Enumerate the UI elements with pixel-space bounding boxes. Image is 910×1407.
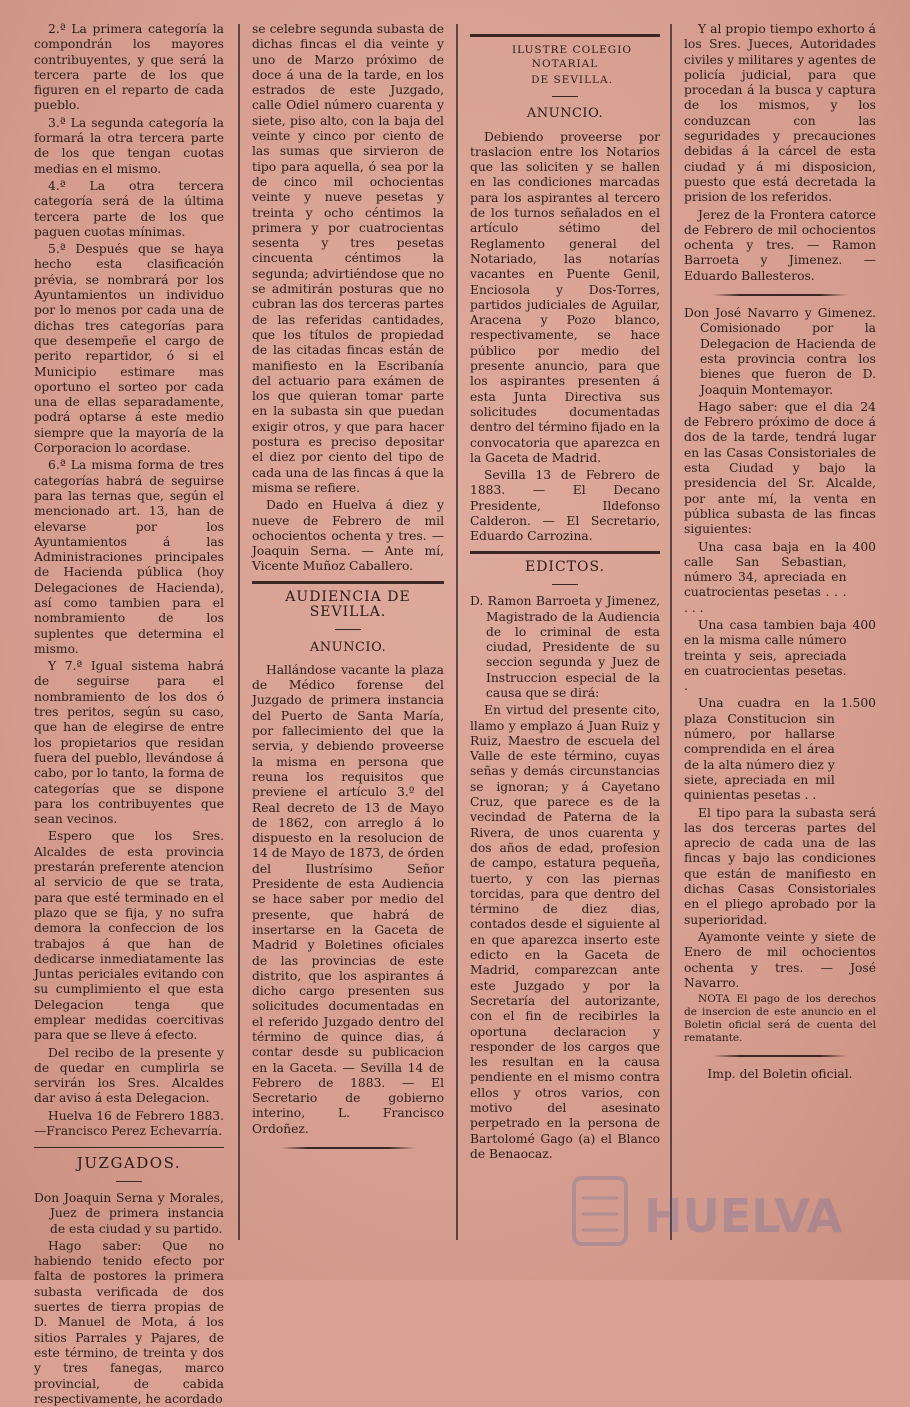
imprenta: Imp. del Boletin oficial. — [707, 1067, 853, 1082]
column-rule — [670, 24, 672, 1240]
navarro-header: Don José Navarro y Gimenez. Comisionado por la Delegacion de Hacienda de esta provincia contra los bienes que fueron de D. Joaquin Montemayor. — [684, 306, 876, 397]
watermark-text: HUELVA — [644, 1189, 843, 1243]
finca-item — [684, 696, 876, 805]
column-2 — [252, 22, 444, 1250]
column-rule — [456, 24, 458, 1240]
anuncio-title: ANUNCIO. — [526, 106, 604, 122]
juzgados-text: Hago saber: Que no habiendo tenido efecto por falta de postores la primera subasta verificada de dos suertes de tierra propias de D. Manuel de Mota, á los sitios Parrales y Pajares, de este término, de treinta y dos y tres fanegas, marco provincial, de cabida respectivamente, he acordado — [34, 1238, 224, 1406]
paragraph: Espero que los Sres. Alcaldes de esta provincia prestarán preferente atencion al servicio de que se trata, para que esté terminado en el plazo que se fija, y no sufra demora la confeccion de los trabajos á que han de dedicarse inmediatamente las Juntas periciales evitando con su cumplimiento el que esta Delegacion tenga que emplear medidas coercitivas para que se lleve á efecto. — [34, 829, 224, 1043]
divider — [252, 581, 444, 584]
ayamonte-signature: Ayamonte veinte y siete de Enero de mil ochocientos ochenta y tres. — José Navarro. — [684, 929, 876, 990]
paragraph: 2.ª La primera categoría la compondrán los mayores contribuyentes, y que será la tercera parte de los que figuren en el reparto de cada pueblo. — [34, 22, 224, 113]
exhorto-signature: Jerez de la Frontera catorce de Febrero de mil ochocientos ochenta y tres. — Ramon Barroeta y Jimenez. — Eduardo Ballesteros. — [684, 207, 876, 283]
divider — [470, 551, 660, 554]
exhorto-text: Y al propio tiempo exhorto á los Sres. Jueces, Autoridades civiles y militares y agentes de policía judicial, para que procedan á la busca y captura de los mismos, y los conduzcan con las seguridades y precauciones debidas á la cárcel de esta ciudad y á mi disposicion, puesto que está decretada la prision de los referidos. — [684, 22, 876, 205]
paragraph: 3.ª La segunda categoría la formará la otra tercera parte de los que tengan cuotas medias en el mismo. — [34, 115, 224, 176]
paragraph: Del recibo de la presente y de quedar en cumplirla se servirán los Sres. Alcaldes dar aviso á esta Delegacion. — [34, 1045, 224, 1106]
section-title-edictos: EDICTOS. — [524, 558, 606, 575]
anuncio-signature: Sevilla 13 de Febrero de 1883. — El Decano Presidente, Ildefonso Calderon. — El Secretario, Eduardo Carrozina. — [470, 468, 660, 544]
paragraph: Y 7.ª Igual sistema habrá de seguirse para el nombramiento de los dos ó tres peritos, según su caso, que han de elegirse de entre los propietarios que residan fuera del pueblo, llevándose á cabo, por lo tanto, la forma de categorías que se dispone para los contribuyentes que sean vecinos. — [34, 659, 224, 827]
divider — [470, 34, 660, 37]
finca-item — [684, 618, 876, 696]
anuncio-title: ANUNCIO. — [309, 639, 387, 655]
paragraph: 4.ª La otra tercera categoría será de la última tercera parte de los que paguen cuotas mínimas. — [34, 178, 224, 239]
nota: NOTA El pago de los derechos de insercion de este anuncio en el Boletin oficial será de cuenta del rematante. — [684, 993, 876, 1045]
divider — [281, 1147, 415, 1149]
finca-description: Una casa baja en la calle San Sebastian, número 34, apreciada en cuatrocientas pesetas . . . . . . — [684, 539, 847, 615]
finca-description: Una casa tambien baja en la misma calle número treinta y seis, apreciada en cuatrocientas pesetas. . — [684, 617, 847, 694]
tipo-text: El tipo para la subasta será las dos terceras partes del aprecio de cada una de las fincas y bajo las condiciones que están de manifiesto en dichas Casas Consistoriales en el pliego aprobado por la superioridad. — [684, 805, 876, 927]
finca-description: Una cuadra en la plaza Constitucion sin número, por hallarse comprendida en el área de la alta número diez y siete, apreciada en mil quinientas pesetas . . — [684, 696, 835, 803]
audiencia-text: Hallándose vacante la plaza de Médico forense del Juzgado de primera instancia del Puerto de Santa María, por fallecimiento del que la servia, y debiendo proveerse la misma en persona que reuna los requisitos que previene el artículo 3.º del Real decreto de 13 de Mayo de 1862, con arreglo á lo dispuesto en la resolucion de 14 de Mayo de 1873, de órden del Ilustrísimo Señor Presidente de esta Audiencia se hace saber por medio del presente, que habrá de insertarse en la Gaceta de Madrid y Boletines oficiales de las provincias de este distrito, que los aspirantes á dicho cargo presenten sus solicitudes documentadas en el referido Juzgado dentro del término de quince dias, á contar desde su publicacion en la Gaceta. — Sevilla 14 de Febrero de 1883. — El Secretario de gobierno interino, L. Francisco Ordoñez. — [252, 662, 444, 1136]
colegio-subtitle: DE SEVILLA. — [531, 74, 613, 86]
signature: Huelva 16 de Febrero 1883. —Francisco Perez Echevarría. — [34, 1108, 224, 1139]
divider — [713, 1055, 847, 1057]
column-3 — [470, 22, 660, 1250]
edicto-header: D. Ramon Barroeta y Jimenez, Magistrado de la Audiencia de lo criminal de esta ciudad, Presidente de su seccion segunda y Juez de Instruccion especial de la causa que se dirá: — [470, 594, 660, 700]
finca-amount: 400 — [852, 539, 876, 554]
column-4 — [684, 22, 876, 1250]
finca-amount: 400 — [852, 617, 876, 632]
ornament — [252, 622, 444, 637]
navarro-text: Hago saber: que el dia 24 de Febrero próximo de doce á dos de la tarde, tendrá lugar en las Casas Consistoriales de esta Ciudad y bajo la presidencia del Sr. Alcalde, por ante mí, la venta en pública subasta de las fincas siguientes: — [684, 399, 876, 537]
juzgados-header: Don Joaquin Serna y Morales, Juez de primera instancia de esta ciudad y su partido. — [34, 1190, 224, 1236]
section-title-audiencia: AUDIENCIA DE SEVILLA. — [285, 588, 411, 620]
finca-amount: 1.500 — [840, 696, 876, 711]
paragraph: 5.ª Después que se haya hecho esta clasificación prévia, se nombrará por los Ayuntamientos un individuo por lo menos por cada una de dichas tres categorías para que desempeñe el cargo de perito repartidor, ó si el Municipio estimare mas oportuno el sorteo por cada una de ellas separadamente, podrá optarse á este medio siempre que la mayoría de la Corporacion lo acordase. — [34, 242, 224, 456]
edicto-text: En virtud del presente cito, llamo y emplazo á Juan Ruiz y Ruiz, Maestro de escuela del Valle de este término, cuyas señas y demás circunstancias se ignoran; y á Cayetano Cruz, que parece es de la vecindad de Paterna de la Rivera, de unos cuarenta y dos años de edad, profesion de campo, estatura pequeña, tuerto, y con las piernas torcidas, para que dentro del término de diez dias, contados desde el siguiente al en que aparezca inserto este edicto en la Gaceta de Madrid, comparezcan ante este Juzgado y por la Secretaría del autorizante, con el fin de recibirles la oportuna declaracion y responder de los cargos que les resultan en la causa pendiente en el mismo contra ellos y otros varios, con motivo del asesinato perpetrado en la persona de Bartolomé Gago (a) el Blanco de Benaocaz. — [470, 703, 660, 1161]
divider — [713, 294, 847, 296]
ornament — [34, 1174, 224, 1189]
divider — [34, 1147, 224, 1148]
signature: Dado en Huelva á diez y nueve de Febrero de mil ochocientos ochenta y tres. — Joaquin Serna. — Ante mí, Vicente Muñoz Caballero. — [252, 498, 444, 574]
finca-item — [684, 540, 876, 618]
paragraph: 6.ª La misma forma de tres categorías habrá de seguirse para las ternas que, según el mencionado art. 13, han de elevarse por los Ayuntamientos á las Administraciones principales de Hacienda pública (hoy Delegaciones de Hacienda), así como tambien para el nombramiento de los suplentes que determina el mismo. — [34, 458, 224, 656]
ornament — [470, 89, 660, 104]
paragraph: se celebre segunda subasta de dichas fincas el dia veinte y uno de Marzo próximo de doce á una de la tarde, en los estrados de este Juzgado, calle Odiel número cuarenta y siete, piso alto, con la baja del veinte y cinco por ciento de las sumas que sirvieron de tipo para aquella, ó sea por la de cinco mil ochocientas veinte y nueve pesetas y treinta y ocho céntimos la primera y por cuatrocientas sesenta y tres pesetas cincuenta céntimos la segunda; advirtiéndose que no se admitirán posturas que no cubran las dos terceras partes de las referidas cantidades, que los títulos de propiedad de las citadas fincas están de manifiesto en la Escribanía del actuario para exámen de los que quieran tomar parte en la subasta sin que puedan exigir otros, y que para hacer postura es preciso depositar el diez por ciento del tipo de cada una de las fincas á que la misma se refiere. — [252, 22, 444, 495]
anuncio-text: Debiendo proveerse por traslacion entre los Notarios que las soliciten y se hallen en las condiciones marcadas para los aspirantes al tercero de los turnos señalados en el artículo sétimo del Reglamento general del Notariado, las notarías vacantes en Puente Genil, Enciosola y Dos-Torres, partidos judiciales de Aguilar, Aracena y Pozo blanco, respectivamente, se hace público por medio del presente anuncio, para que los aspirantes presenten á esta Junta Directiva sus solicitudes documentadas dentro del término fijado en la convocatoria que aparezca en la Gaceta de Madrid. — [470, 129, 661, 465]
section-title-juzgados: JUZGADOS. — [76, 1154, 182, 1173]
colegio-title: ILUSTRE COLEGIO NOTARIAL — [512, 44, 632, 70]
ornament — [470, 577, 660, 592]
column-rule — [238, 24, 240, 1240]
column-1 — [34, 22, 224, 1406]
